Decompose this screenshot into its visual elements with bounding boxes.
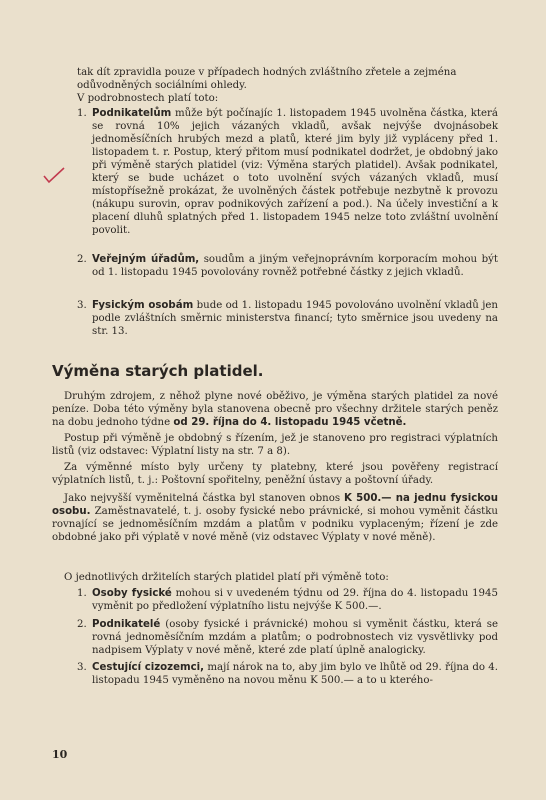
- list-item-text: mohou si v uvedeném týdnu od 29. října do 4. listopadu 1945 vyměnit po předložení výplatního listu nejvýše K 500.—.: [92, 588, 498, 612]
- paragraph-4: Jako nejvyšší vyměnitelná částka byl stanoven obnos K 500.— na jednu fysickou osobu. Zaměstnavatelé, t. j. osoby fysické nebo právnické, si mohou vyměnit částku rovnající se jednoměsíčním mzdám a platům v podniku vyplaceným; řízení je zde obdobné jako při výplatě v nové měně (viz odstavec Výplaty v nové měně).: [52, 493, 498, 543]
- list-number: 3.: [77, 662, 87, 673]
- page-number: 10: [52, 748, 68, 761]
- max-amount: K 500.— na jednu fysickou osobu.: [52, 493, 498, 517]
- paragraph-3: Za výměnné místo byly určeny ty platebny, které jsou pověřeny registrací výplatních listů, t. j.: Poštovní spořitelny, peněžní ústavy a poštovní úřady.: [52, 462, 498, 486]
- paragraph-5: O jednotlivých držitelích starých platidel platí při výměně toto:: [64, 572, 389, 583]
- list-item-term: Cestující cizozemci,: [92, 662, 205, 673]
- list-item-term: Podnikatelům: [92, 108, 172, 119]
- list-number: 1.: [77, 108, 87, 119]
- list-item-term: Osoby fysické: [92, 588, 172, 599]
- list-number: 2.: [77, 619, 87, 630]
- list-item-3: [77, 299, 498, 338]
- list-item-term: Fysickým osobám: [92, 300, 194, 311]
- pencil-check-mark: [42, 166, 66, 188]
- list-item-term: Veřejným úřadům,: [92, 254, 200, 265]
- exchange-dates: od 29. října do 4. listopadu 1945 včetně.: [173, 417, 407, 428]
- holder-item-1: [77, 587, 498, 613]
- intro-text: tak dít zpravidla pouze v případech hodných zvláštního zřetele a zejména odůvodněných sociálními ohledy.: [77, 67, 457, 91]
- paragraph-1: Druhým zdrojem, z něhož plyne nové oběživo, je výměna starých platidel za nové peníze. Doba této výměny byla stanovena obecně pro všechny držitele starých peněz na dobu jednoho týdne od 29. října do 4. listopadu 1945 včetně.: [52, 391, 498, 428]
- list-item-text: bude od 1. listopadu 1945 povolováno uvolnění vkladů jen podle zvláštních směrnic ministerstva financí; tyto směrnice jsou uvedeny na str. 13.: [92, 300, 498, 337]
- list-item-1: [77, 107, 498, 237]
- intro-block: [77, 66, 497, 105]
- intro-subheading: V podrobnostech platí toto:: [77, 93, 219, 104]
- list-item-text: soudům a jiným veřejnoprávním korporacím mohou být od 1. listopadu 1945 povolovány rovněž potřebné částky z jejich vkladů.: [92, 254, 498, 278]
- holder-item-3: [77, 661, 498, 687]
- list-item-2: [77, 253, 498, 279]
- list-number: 2.: [77, 254, 87, 265]
- paragraph-2: Postup při výměně je obdobný s řízením, jež je stanoveno pro registraci výplatních listů (viz odstavec: Výplatní listy na str. 7 a 8).: [52, 433, 498, 457]
- list-item-text: může být počínajíc 1. listopadem 1945 uvolněna částka, která se rovná 10% jejich vázaných vkladů, avšak nejvýše dvojnásobek jednoměsíčních hrubých mezd a platů, které jim byly již vypláceny před 1. listopadem t. r. Postup, který přitom musí podnikatel dodržet, je obdobný jako při výměně starých platidel (viz: Výměna starých platidel). Avšak podnikatel, který se bude ucházet o toto uvolnění svých vázaných vkladů, musí místopřísežně prokázat, že uvolněných částek potřebuje nezbytně k provozu (nákupu surovin, oprav podnikových zařízení a pod.). Na účely investiční a k placení dluhů splatných před 1. listopadem 1945 nelze toto zvláštní uvolnění povolit.: [92, 108, 498, 236]
- list-item-text: mají nárok na to, aby jim bylo ve lhůtě od 29. října do 4. listopadu 1945 vyměněno na novou měnu K 500.— a to u kteréhо-: [92, 662, 499, 686]
- holder-item-2: [77, 618, 498, 657]
- list-number: 3.: [77, 300, 87, 311]
- list-item-term: Podnikatelé: [92, 619, 161, 630]
- list-item-text: (osoby fysické i právnické) mohou si vyměnit částku, která se rovná jednoměsíčním mzdám a platům; o podrobnostech viz vysvětlivky pod nadpisem Výplaty v nové měně, které zde platí úplně analogicky.: [92, 619, 498, 656]
- section-heading: Výměna starých platidel.: [52, 362, 264, 380]
- list-number: 1.: [77, 588, 87, 599]
